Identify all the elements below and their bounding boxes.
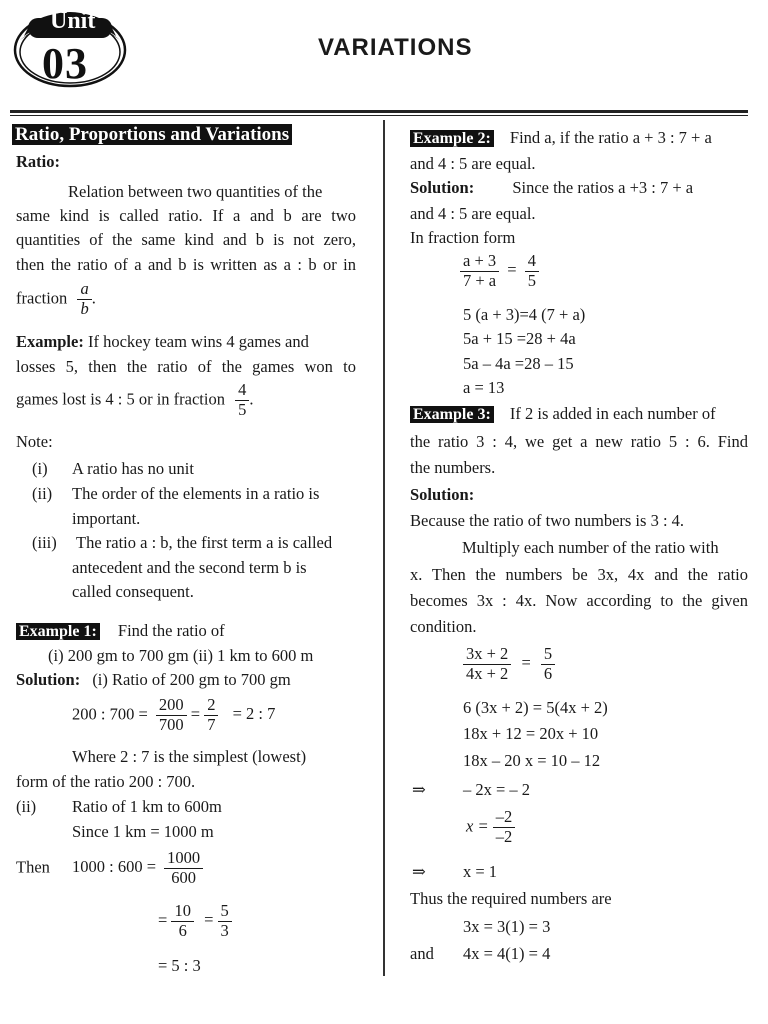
solution-3-para-4: condition.	[410, 617, 477, 636]
example-2-line: Example 2: Find a, if the ratio a + 3 : 7 + a	[410, 128, 712, 148]
unit-label: Unit	[50, 8, 96, 34]
solution-2-label: Solution:	[410, 178, 475, 197]
note-text-3a: The ratio a : b, the first term a is called	[76, 533, 333, 552]
example-1-parts: (i) 200 gm to 700 gm (ii) 1 km to 600 m	[48, 646, 314, 665]
equation-5-3: = 5 : 3	[158, 956, 201, 975]
ratio-def-line-1: Relation between two quantities of the	[68, 182, 323, 201]
thus-line: Thus the required numbers are	[410, 889, 612, 908]
ratio-def-line-2: same kind is called ratio. If a and b are two	[16, 206, 356, 225]
since-line: Since 1 km = 1000 m	[72, 822, 214, 841]
part-ii-num: (ii)	[16, 797, 37, 816]
equation-10-6: = $\frac{10}{6}$ = $\frac{5}{3}$	[158, 902, 232, 941]
solution-3-label: Solution:	[410, 485, 475, 504]
page-title: VARIATIONS	[318, 34, 473, 61]
implies-arrow-1: ⇒	[412, 780, 426, 799]
step-2-4: a = 13	[463, 378, 505, 397]
example-3-tag: Example 3:	[410, 406, 494, 423]
solution-3-line-1: Because the ratio of two numbers is 3 : 4.	[410, 511, 685, 530]
fraction-4-over-5: $\frac{4}{5}$	[235, 381, 249, 420]
note-heading: Note:	[16, 432, 53, 451]
where-line-2: form of the ratio 200 : 700.	[16, 772, 196, 791]
note-text-2a: The order of the elements in a ratio is	[72, 484, 320, 503]
step-3-2: 18x + 12 = 20x + 10	[463, 724, 599, 743]
fraction-word: fraction	[16, 288, 68, 308]
note-num-1: (i)	[32, 459, 48, 478]
note-text-1: A ratio has no unit	[72, 459, 194, 478]
note-text-3c: called consequent.	[72, 582, 194, 601]
header-rule	[10, 110, 748, 113]
step-2-3: 5a – 4a =28 – 15	[463, 354, 574, 373]
where-line-1: Where 2 : 7 is the simplest (lowest)	[72, 747, 307, 766]
solution-2-line: Solution: Since the ratios a +3 : 7 + a	[410, 178, 694, 197]
column-divider	[383, 120, 385, 976]
example-3-line-3: the numbers.	[410, 458, 496, 477]
then-line: Then 1000 : 600 = $\frac{1000}{600}$	[16, 849, 203, 888]
solution-3-para-3: becomes 3x : 4x. Now according to the given	[410, 591, 748, 610]
implies-arrow-2: ⇒	[412, 862, 426, 881]
result-2: 4x = 4(1) = 4	[463, 944, 551, 963]
section-heading: Ratio, Proportions and Variations	[12, 124, 292, 146]
ratio-heading: Ratio:	[16, 152, 60, 171]
unit-number: 03	[42, 39, 88, 88]
example-label: Example:	[16, 332, 84, 351]
fraction-equation-x: $\frac{3x + 2}{4x + 2}$ = $\frac{5}{6}$	[463, 645, 555, 684]
fraction-equation-a: $\frac{a + 3}{7 + a}$ = $\frac{4}{5}$	[460, 252, 539, 291]
equation-200-700: 200 : 700 = $\frac{200}{700}$ = $\frac{2}{7}$ = 2 : 7	[72, 695, 276, 734]
solution-3-para-2: x. Then the numbers be 3x, 4x and the ratio	[410, 565, 748, 584]
step-2-1: 5 (a + 3)=4 (7 + a)	[463, 305, 586, 324]
result-1: 3x = 3(1) = 3	[463, 917, 551, 936]
note-text-2b: important.	[72, 509, 141, 528]
solution-label: Solution:	[16, 670, 81, 689]
part-ii-text: Ratio of 1 km to 600m	[72, 797, 222, 816]
step-2-2: 5a + 15 =28 + 4a	[463, 329, 576, 348]
solution-1-line: Solution: (i) Ratio of 200 gm to 700 gm	[16, 670, 291, 689]
fraction-a-over-b: $\frac{a}{b}$	[77, 280, 91, 319]
x-fraction-line: x = $\frac{-2}{-2}$	[466, 808, 515, 847]
step-3-3: 18x – 20 x = 10 – 12	[463, 751, 601, 770]
note-num-3: (iii)	[32, 533, 57, 552]
step-neg: – 2x = – 2	[463, 780, 531, 799]
example-line-3: games lost is 4 : 5 or in fraction $\frac{4}{5}$ .	[16, 380, 254, 419]
example-3-line-2: the ratio 3 : 4, we get a new ratio 5 : 6. Find	[410, 432, 748, 451]
example-line-1: Example: If hockey team wins 4 games and	[16, 332, 309, 351]
step-3-1: 6 (3x + 2) = 5(4x + 2)	[463, 698, 608, 717]
unit-badge	[12, 6, 128, 88]
note-text-3b: antecedent and the second term b is	[72, 558, 307, 577]
example-1-tag: Example 1:	[16, 623, 100, 640]
example-2-line-2: and 4 : 5 are equal.	[410, 154, 536, 173]
and-word: and	[410, 944, 434, 963]
example-3-line: Example 3: If 2 is added in each number of	[410, 404, 716, 424]
fraction-line: fraction $\frac{a}{b}$ .	[16, 279, 96, 318]
ratio-def-line-3: quantities of the same kind and b is not zero,	[16, 230, 356, 249]
solution-3-para-1: Multiply each number of the ratio with	[462, 538, 719, 557]
ratio-def-line-4: then the ratio of a and b is written as a : b or in	[16, 255, 356, 274]
example-2-tag: Example 2:	[410, 130, 494, 147]
note-num-2: (ii)	[32, 484, 53, 503]
example-1-line: Example 1: Find the ratio of	[16, 621, 225, 641]
x-final: x = 1	[463, 862, 498, 881]
example-line-2: losses 5, then the ratio of the games won to	[16, 357, 356, 376]
solution-2-line-3: In fraction form	[410, 228, 516, 247]
header-rule-thin	[10, 115, 748, 116]
solution-2-line-2: and 4 : 5 are equal.	[410, 204, 536, 223]
